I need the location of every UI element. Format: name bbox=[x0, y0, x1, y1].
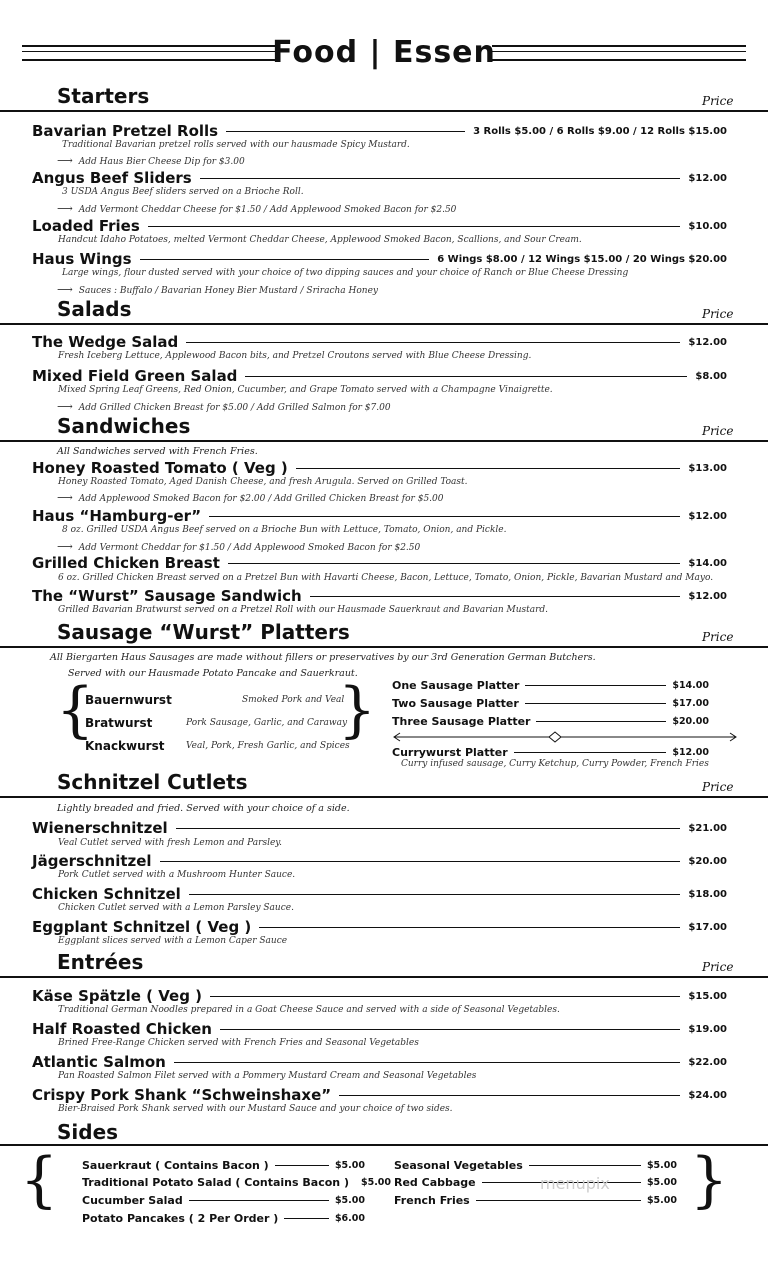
section-rule bbox=[0, 976, 768, 978]
item-description: Large wings, flour dusted served with your choice of two dipping sauces and your choice of Ranch or Blue Cheese Dressing bbox=[62, 268, 629, 278]
platter-option bbox=[392, 713, 709, 729]
menu-item bbox=[32, 332, 727, 352]
item-price: $12.00 bbox=[688, 172, 727, 184]
price-label: Price bbox=[702, 307, 734, 321]
leader-line bbox=[296, 468, 681, 469]
arrow-icon: ⟶ bbox=[57, 540, 73, 553]
arrow-icon: ⟶ bbox=[57, 154, 73, 167]
item-name: Chicken Schnitzel bbox=[32, 885, 181, 903]
leader-line bbox=[514, 752, 667, 753]
item-name: Mixed Field Green Salad bbox=[32, 367, 238, 385]
leader-line bbox=[226, 131, 465, 132]
menu-item bbox=[32, 851, 727, 871]
side-price: $5.00 bbox=[646, 1176, 677, 1188]
item-addon: ⟶ Add Applewood Smoked Bacon for $2.00 / Add Grilled Chicken Breast for $5.00 bbox=[57, 491, 444, 504]
sausage-name: Bauernwurst bbox=[85, 693, 172, 707]
section-rule bbox=[0, 1144, 768, 1146]
section-heading-salads: Salads bbox=[57, 297, 132, 321]
left-brace-icon: { bbox=[56, 675, 95, 745]
item-price: $12.00 bbox=[688, 590, 727, 602]
item-name: The Wedge Salad bbox=[32, 333, 179, 351]
item-name: Bavarian Pretzel Rolls bbox=[32, 122, 219, 140]
item-name: Haus “Hamburg-er” bbox=[32, 507, 202, 525]
menu-item bbox=[32, 216, 727, 236]
menu-item bbox=[32, 884, 727, 904]
platter-description: Curry infused sausage, Curry Ketchup, Curry Powder, French Fries bbox=[401, 759, 709, 769]
section-heading-entrees: Entrées bbox=[57, 950, 144, 974]
item-price: $10.00 bbox=[688, 220, 727, 232]
right-brace-icon: } bbox=[690, 1145, 729, 1215]
platter-price: $17.00 bbox=[672, 697, 709, 709]
menu-item bbox=[32, 1085, 727, 1105]
item-price: $20.00 bbox=[688, 855, 727, 867]
item-name: Atlantic Salmon bbox=[32, 1053, 166, 1071]
side-item bbox=[82, 1174, 392, 1190]
leader-line bbox=[476, 1200, 641, 1201]
leader-line bbox=[200, 178, 681, 179]
platter-price: $20.00 bbox=[672, 715, 709, 727]
side-price: $5.00 bbox=[646, 1194, 677, 1206]
item-name: Wienerschnitzel bbox=[32, 819, 168, 837]
side-name: French Fries bbox=[394, 1193, 470, 1207]
section-heading-starters: Starters bbox=[57, 84, 150, 108]
item-price: $19.00 bbox=[688, 1023, 727, 1035]
item-description: Honey Roasted Tomato, Aged Danish Cheese, and fresh Arugula. Served on Grilled Toast. bbox=[58, 477, 468, 487]
leader-line bbox=[189, 894, 681, 895]
leader-line bbox=[174, 1062, 681, 1063]
leader-line bbox=[245, 376, 687, 377]
diamond-divider-icon bbox=[392, 730, 738, 744]
leader-line bbox=[186, 342, 680, 343]
item-description: Traditional German Noodles prepared in a Goat Cheese Sauce and served with a side of Seasonal Vegetables. bbox=[58, 1005, 560, 1015]
platter-price: $14.00 bbox=[672, 679, 709, 691]
item-price: $21.00 bbox=[688, 822, 727, 834]
leader-line bbox=[525, 703, 667, 704]
item-description: 8 oz. Grilled USDA Angus Beef served on a Brioche Bun with Lettuce, Tomato, Onion, and Pickle. bbox=[62, 525, 507, 535]
item-addon: ⟶ Add Grilled Chicken Breast for $5.00 / Add Grilled Salmon for $7.00 bbox=[57, 400, 391, 413]
item-price: $13.00 bbox=[688, 462, 727, 474]
sausage-description: Pork Sausage, Garlic, and Caraway bbox=[186, 718, 348, 728]
item-description: 6 oz. Grilled Chicken Breast served on a Pretzel Bun with Havarti Cheese, Bacon, Lettuce, Tomato, Onion, Pickle, Bavarian Mustard and Mayo. bbox=[58, 573, 714, 583]
page-header bbox=[0, 35, 768, 75]
menu-item bbox=[32, 458, 727, 478]
menu-item bbox=[32, 917, 727, 937]
item-price: $12.00 bbox=[688, 510, 727, 522]
section-heading-sandwiches: Sandwiches bbox=[57, 414, 191, 438]
leader-line bbox=[525, 685, 666, 686]
item-name: Crispy Pork Shank “Schweinshaxe” bbox=[32, 1086, 332, 1104]
item-addon: ⟶ Add Haus Bier Cheese Dip for $3.00 bbox=[57, 154, 245, 167]
platter-price: $12.00 bbox=[672, 746, 709, 758]
section-rule bbox=[0, 440, 768, 442]
leader-line bbox=[176, 828, 681, 829]
item-description: Chicken Cutlet served with a Lemon Parsley Sauce. bbox=[58, 903, 294, 913]
item-description: Handcut Idaho Potatoes, melted Vermont Cheddar Cheese, Applewood Smoked Bacon, Scallions, and Sour Cream. bbox=[58, 235, 582, 245]
menu-item bbox=[32, 1019, 727, 1039]
item-name: Angus Beef Sliders bbox=[32, 169, 192, 187]
leader-line bbox=[220, 1029, 680, 1030]
section-note: All Sandwiches served with French Fries. bbox=[57, 446, 258, 457]
menu-item bbox=[32, 818, 727, 838]
side-item bbox=[82, 1157, 365, 1173]
platter-option bbox=[392, 744, 709, 760]
leader-line bbox=[160, 861, 681, 862]
item-price: $15.00 bbox=[688, 990, 727, 1002]
item-description: Grilled Bavarian Bratwurst served on a Pretzel Roll with our Hausmade Sauerkraut and Bavarian Mustard. bbox=[58, 605, 549, 615]
price-label: Price bbox=[702, 960, 734, 974]
item-addon: ⟶ Sauces : Buffalo / Bavarian Honey Bier Mustard / Sriracha Honey bbox=[57, 283, 378, 296]
side-name: Red Cabbage bbox=[394, 1175, 476, 1189]
leader-line bbox=[148, 226, 681, 227]
sausage-name: Bratwurst bbox=[85, 716, 153, 730]
item-price: 3 Rolls $5.00 / 6 Rolls $9.00 / 12 Rolls $15.00 bbox=[473, 125, 727, 137]
section-rule bbox=[0, 796, 768, 798]
side-name: Traditional Potato Salad ( Contains Bacon ) bbox=[82, 1175, 349, 1189]
sausage-name: Knackwurst bbox=[85, 739, 165, 753]
section-heading-platters: Sausage “Wurst” Platters bbox=[57, 620, 350, 644]
item-description: Bier-Braised Pork Shank served with our Mustard Sauce and your choice of two sides. bbox=[58, 1104, 453, 1114]
item-price: $8.00 bbox=[695, 370, 727, 382]
side-name: Seasonal Vegetables bbox=[394, 1158, 523, 1172]
side-item bbox=[394, 1174, 677, 1190]
menu-item bbox=[32, 249, 727, 269]
side-price: $5.00 bbox=[334, 1194, 365, 1206]
platter-option bbox=[392, 695, 709, 711]
leader-line bbox=[275, 1165, 329, 1166]
item-name: Eggplant Schnitzel ( Veg ) bbox=[32, 918, 252, 936]
item-description: Pork Cutlet served with a Mushroom Hunter Sauce. bbox=[58, 870, 296, 880]
menu-item bbox=[32, 553, 727, 573]
page-title: Food | Essen bbox=[272, 35, 496, 70]
leader-line bbox=[209, 516, 680, 517]
platter-name: Two Sausage Platter bbox=[392, 696, 519, 710]
side-item bbox=[394, 1192, 677, 1208]
leader-line bbox=[189, 1200, 329, 1201]
arrow-icon: ⟶ bbox=[57, 283, 73, 296]
arrow-icon: ⟶ bbox=[57, 202, 73, 215]
item-name: The “Wurst” Sausage Sandwich bbox=[32, 587, 302, 605]
menu-item bbox=[32, 986, 727, 1006]
menu-item bbox=[32, 506, 727, 526]
side-item bbox=[82, 1192, 365, 1208]
side-price: $5.00 bbox=[360, 1176, 392, 1188]
side-price: $6.00 bbox=[334, 1212, 365, 1224]
item-description: Mixed Spring Leaf Greens, Red Onion, Cucumber, and Grape Tomato served with a Champagne Vinaigrette. bbox=[58, 385, 553, 395]
right-brace-icon: } bbox=[338, 675, 377, 745]
side-price: $5.00 bbox=[334, 1159, 365, 1171]
menu-item bbox=[32, 586, 727, 606]
section-heading-sides: Sides bbox=[57, 1120, 119, 1144]
item-description: Traditional Bavarian pretzel rolls served with our hausmade Spicy Mustard. bbox=[62, 140, 410, 150]
leader-line bbox=[259, 927, 680, 928]
section-rule bbox=[0, 110, 768, 112]
price-label: Price bbox=[702, 94, 734, 108]
sausage-description: Veal, Pork, Fresh Garlic, and Spices bbox=[186, 741, 350, 751]
section-note: All Biergarten Haus Sausages are made without fillers or preservatives by our 3rd Generation German Butchers. bbox=[50, 652, 596, 663]
leader-line bbox=[529, 1165, 641, 1166]
item-name: Käse Spätzle ( Veg ) bbox=[32, 987, 203, 1005]
item-price: $17.00 bbox=[688, 921, 727, 933]
menu-item bbox=[32, 168, 727, 188]
section-note: Served with our Hausmade Potato Pancake and Sauerkraut. bbox=[68, 668, 358, 679]
section-heading-schnitzel: Schnitzel Cutlets bbox=[57, 770, 248, 794]
item-price: $24.00 bbox=[688, 1089, 727, 1101]
leader-line bbox=[228, 563, 681, 564]
platter-name: Three Sausage Platter bbox=[392, 714, 531, 728]
leader-line bbox=[140, 259, 430, 260]
side-price: $5.00 bbox=[646, 1159, 677, 1171]
item-description: 3 USDA Angus Beef sliders served on a Brioche Roll. bbox=[62, 187, 304, 197]
price-label: Price bbox=[702, 424, 734, 438]
platter-name: Currywurst Platter bbox=[392, 745, 508, 759]
item-description: Eggplant slices served with a Lemon Caper Sauce bbox=[58, 936, 288, 946]
menu-item bbox=[32, 1052, 727, 1072]
arrow-icon: ⟶ bbox=[57, 491, 73, 504]
leader-line bbox=[339, 1095, 680, 1096]
item-name: Half Roasted Chicken bbox=[32, 1020, 212, 1038]
leader-line bbox=[284, 1218, 329, 1219]
item-name: Haus Wings bbox=[32, 250, 132, 268]
item-price: $12.00 bbox=[688, 336, 727, 348]
section-rule bbox=[0, 323, 768, 325]
side-name: Potato Pancakes ( 2 Per Order ) bbox=[82, 1211, 279, 1225]
item-addon: ⟶ Add Vermont Cheddar Cheese for $1.50 / Add Applewood Smoked Bacon for $2.50 bbox=[57, 202, 457, 215]
item-name: Loaded Fries bbox=[32, 217, 140, 235]
price-label: Price bbox=[702, 780, 734, 794]
item-description: Veal Cutlet served with fresh Lemon and Parsley. bbox=[58, 838, 283, 848]
item-price: $14.00 bbox=[688, 557, 727, 569]
item-description: Brined Free-Range Chicken served with French Fries and Seasonal Vegetables bbox=[58, 1038, 419, 1048]
item-name: Jägerschnitzel bbox=[32, 852, 152, 870]
side-item bbox=[394, 1157, 677, 1173]
item-name: Grilled Chicken Breast bbox=[32, 554, 220, 572]
item-name: Honey Roasted Tomato ( Veg ) bbox=[32, 459, 288, 477]
leader-line bbox=[536, 721, 666, 722]
platter-name: One Sausage Platter bbox=[392, 678, 520, 692]
left-brace-icon: { bbox=[20, 1145, 59, 1215]
menu-item bbox=[32, 366, 727, 386]
arrow-icon: ⟶ bbox=[57, 400, 73, 413]
item-price: $18.00 bbox=[688, 888, 727, 900]
price-label: Price bbox=[702, 630, 734, 644]
item-description: Fresh Iceberg Lettuce, Applewood Bacon bits, and Pretzel Croutons served with Blue Cheese Dressing. bbox=[58, 351, 532, 361]
section-rule bbox=[0, 646, 768, 648]
section-note: Lightly breaded and fried. Served with your choice of a side. bbox=[57, 803, 350, 814]
platter-option bbox=[392, 677, 709, 693]
side-name: Sauerkraut ( Contains Bacon ) bbox=[82, 1158, 269, 1172]
leader-line bbox=[310, 596, 681, 597]
watermark: menupix bbox=[540, 1174, 610, 1193]
side-item bbox=[82, 1210, 365, 1226]
menu-item bbox=[32, 121, 727, 141]
item-addon: ⟶ Add Vermont Cheddar for $1.50 / Add Applewood Smoked Bacon for $2.50 bbox=[57, 540, 421, 553]
side-name: Cucumber Salad bbox=[82, 1193, 183, 1207]
sausage-description: Smoked Pork and Veal bbox=[242, 695, 345, 705]
item-price: $22.00 bbox=[688, 1056, 727, 1068]
item-description: Pan Roasted Salmon Filet served with a Pommery Mustard Cream and Seasonal Vegetables bbox=[58, 1071, 477, 1081]
item-price: 6 Wings $8.00 / 12 Wings $15.00 / 20 Wings $20.00 bbox=[437, 253, 727, 265]
leader-line bbox=[210, 996, 680, 997]
